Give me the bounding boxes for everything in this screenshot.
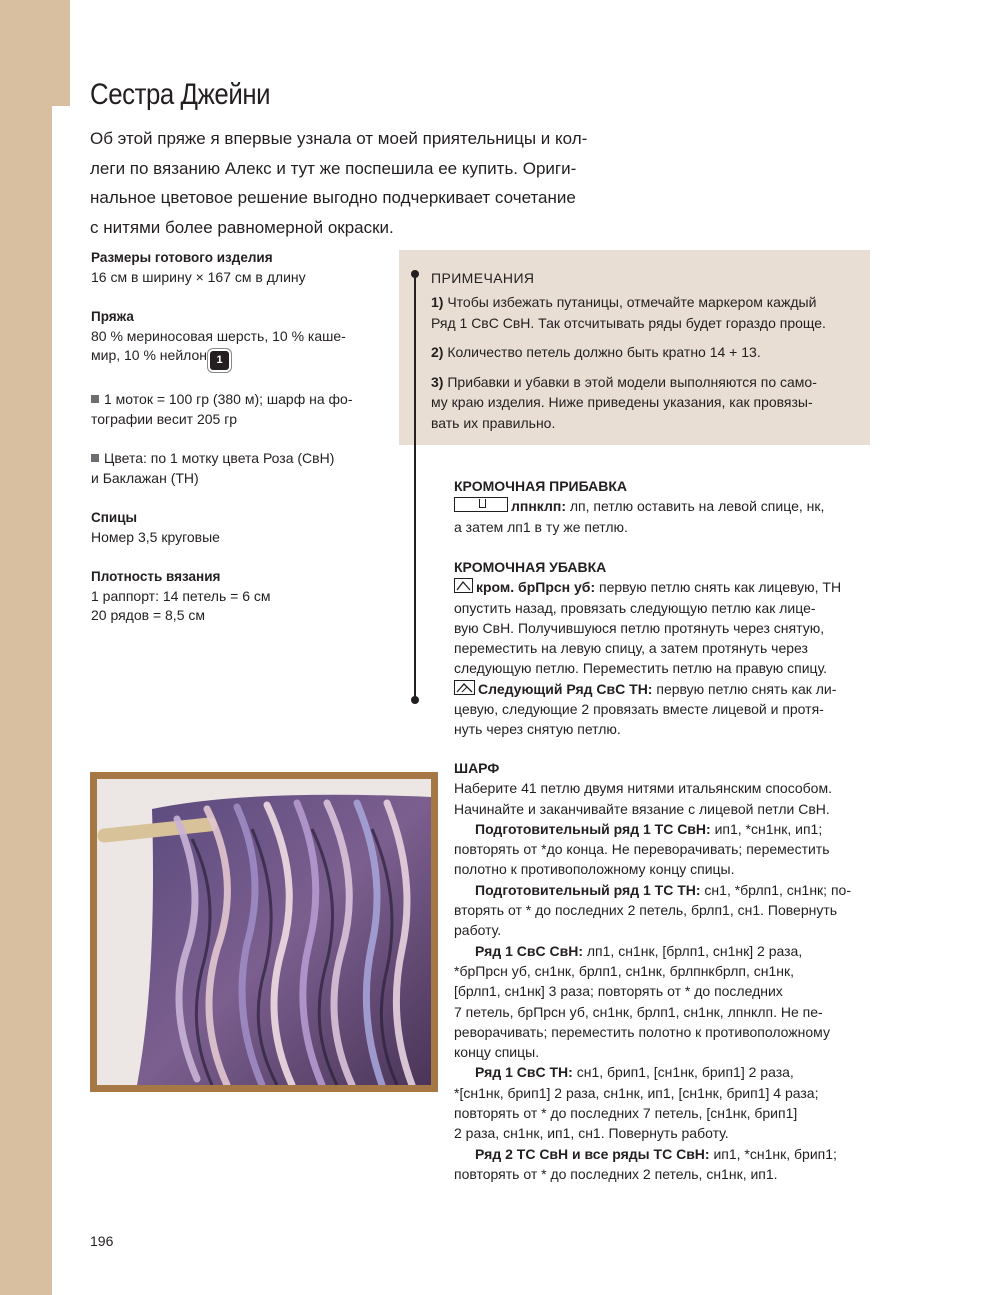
instruction-line: ип1, *сн1нк, ип1;	[714, 820, 823, 837]
instruction-line: *брПрсн уб, сн1нк, брлп1, сн1нк, брлпнкбрлп, сн1нк,	[454, 962, 794, 979]
spec-gauge	[91, 567, 381, 626]
stitch-term: лпнклп:	[511, 498, 566, 515]
instruction-line: цевую, следующие 2 провязать вместе лицевой и протя-	[454, 701, 824, 718]
increase-symbol-icon	[454, 497, 508, 512]
instruction-line: Наберите 41 петлю двумя нитями итальянским способом.	[454, 780, 832, 797]
decrease-next-row-symbol-icon	[454, 680, 475, 695]
note-line: Прибавки и убавки в этой модели выполняются по само-	[447, 373, 817, 390]
instruction-line: лп1, сн1нк, [брлп1, сн1нк] 2 раза,	[586, 942, 803, 959]
instruction-line: [брлп1, сн1нк] 3 раза; повторять от * до последних	[454, 983, 783, 1000]
spec-colors-line-row	[91, 449, 381, 469]
section-heading: ШАРФ	[454, 760, 500, 776]
spec-gauge-line: 20 рядов = 8,5 см	[91, 607, 205, 623]
instruction-line: *[сн1нк, брип1] 2 раза, сн1нк, ип1, [сн1нк, брип1] 4 раза;	[454, 1084, 819, 1101]
note-number: 1)	[431, 294, 444, 310]
page-title: Сестра Джейни	[90, 78, 271, 111]
instruction-line: концу спицы.	[454, 1044, 540, 1061]
instruction-line: первую петлю снять как лицевую, ТН	[599, 579, 842, 596]
section-heading: КРОМОЧНАЯ ПРИБАВКА	[454, 478, 628, 494]
instruction-line: повторять от * до последних 2 петель, сн1нк, ип1.	[454, 1165, 778, 1182]
page-number: 196	[90, 1233, 114, 1249]
instruction-line: сн1, брип1, [сн1нк, брип1] 2 раза,	[576, 1064, 794, 1081]
spec-yarn-line: 80 % мериносовая шерсть, 10 % каше-	[91, 327, 346, 344]
spec-size-label: Размеры готового изделия	[91, 250, 273, 265]
note-line: му краю изделия. Ниже приведены указания, как провязы-	[431, 394, 813, 410]
edge-decrease-section	[454, 557, 864, 740]
spec-amount-line: 1 моток = 100 гр (380 м); шарф на фо-	[104, 391, 353, 407]
spec-colors-line: и Баклажан (ТН)	[91, 469, 199, 486]
instruction-line-row	[454, 819, 864, 839]
instruction-line: повторять от * до последних 7 петель, [сн1нк, брип1]	[454, 1105, 798, 1122]
row-term: Ряд 2 ТС СвН и все ряды ТС СвН:	[475, 1145, 710, 1162]
decrease-symbol-icon	[454, 578, 473, 593]
scarf-section	[454, 758, 864, 1184]
instruction-line-row	[454, 1144, 864, 1164]
intro-paragraph	[90, 124, 650, 242]
brioche-knit-illustration	[97, 779, 431, 1085]
note-line-row	[431, 292, 861, 313]
spec-amount-line-row	[91, 390, 381, 410]
spec-needles-label: Спицы	[91, 510, 138, 525]
spec-size-value: 16 см в ширину × 167 см в длину	[91, 268, 306, 285]
page-margin-strip	[0, 0, 52, 1295]
note-line: Ряд 1 СвС СвН. Так отсчитывать ряды будет гораздо проще.	[431, 314, 826, 331]
spec-needles	[91, 508, 381, 547]
spec-colors-line: Цвета: по 1 мотку цвета Роза (СвН)	[104, 450, 335, 466]
row-term: Ряд 1 СвС СвН:	[475, 942, 583, 959]
spec-yarn	[91, 307, 381, 370]
bullet-icon	[91, 395, 99, 403]
instruction-line: ип1, *сн1нк, брип1;	[713, 1145, 837, 1162]
instruction-line: 2 раза, сн1нк, ип1, сн1. Повернуть работу.	[454, 1125, 729, 1142]
instruction-line: вторять от * до последних 2 петель, брлп1, сн1. Повернуть	[454, 902, 838, 919]
note-line-row	[431, 342, 861, 363]
section-heading: КРОМОЧНАЯ УБАВКА	[454, 559, 607, 575]
title-tab-accent	[0, 0, 70, 106]
spec-gauge-label: Плотность вязания	[91, 569, 221, 584]
scarf-photo	[97, 779, 431, 1085]
spec-yarn-label: Пряжа	[91, 309, 134, 324]
intro-line: с нитями более равномерной окраски.	[90, 217, 394, 237]
instruction-line: сн1, *брлп1, сн1нк; по-	[704, 881, 851, 898]
note-line: Количество петель должно быть кратно 14 + 13.	[447, 344, 761, 360]
note-item	[431, 292, 861, 333]
intro-line: Об этой пряже я впервые узнала от моей приятельницы и кол-	[90, 129, 588, 148]
edge-increase-section	[454, 476, 864, 537]
bullet-icon	[91, 454, 99, 462]
spec-yarn-amount	[91, 390, 381, 429]
specs-column	[91, 248, 381, 646]
connector-dot-icon	[411, 270, 419, 278]
instruction-line: работу.	[454, 922, 502, 939]
notes-body	[431, 292, 861, 442]
note-item	[431, 342, 861, 363]
instruction-line: вую СвН. Получившуюся петлю протянуть через снятую,	[454, 619, 825, 636]
note-line: вать их правильно.	[431, 414, 556, 431]
instruction-line: реворачивать; переместить полотно к противоположному	[454, 1023, 830, 1040]
spec-yarn-line-row	[91, 346, 381, 370]
instruction-line: следующую петлю. Переместить петлю на правую спицу.	[454, 660, 828, 677]
instruction-line-row	[454, 577, 864, 597]
instruction-line: Начинайте и заканчивайте вязание с лицевой петли СвН.	[454, 800, 830, 817]
stitch-term: Следующий Ряд СвС ТН:	[478, 680, 653, 697]
spec-yarn-line: мир, 10 % нейлон	[91, 347, 207, 363]
notes-connector-line	[414, 272, 416, 700]
row-term: Подготовительный ряд 1 ТС СвН:	[475, 820, 711, 837]
stitch-term: кром. брПрсн уб:	[476, 579, 596, 596]
instruction-line: опустить назад, провязать следующую петлю как лице-	[454, 599, 816, 616]
intro-line: нальное цветовое решение выгодно подчеркивает сочетание	[90, 188, 576, 207]
instruction-line-row	[454, 679, 864, 699]
spec-needles-value: Номер 3,5 круговые	[91, 528, 220, 545]
instruction-line-row	[454, 941, 864, 961]
intro-line: леги по вязанию Алекс и тут же поспешила ее купить. Ориги-	[90, 158, 577, 178]
note-line-row	[431, 372, 861, 393]
note-number: 2)	[431, 344, 444, 360]
instruction-line: лп, петлю оставить на левой спице, нк,	[569, 498, 825, 515]
instruction-line: полотно к противоположному концу спицы.	[454, 861, 735, 878]
instruction-line: а затем лп1 в ту же петлю.	[454, 518, 628, 535]
spec-size	[91, 248, 381, 287]
row-term: Подготовительный ряд 1 ТС ТН:	[475, 881, 701, 898]
connector-dot-icon	[411, 696, 419, 704]
instruction-line-row	[454, 880, 864, 900]
instruction-line-row	[454, 1062, 864, 1082]
instruction-line: переместить на левую спицу, а затем протянуть через	[454, 640, 808, 657]
instruction-line: 7 петель, брПрсн уб, сн1нк, брлп1, сн1нк, лпнклп. Не пе-	[454, 1003, 823, 1020]
notes-title: ПРИМЕЧАНИЯ	[431, 270, 535, 286]
instruction-line: нуть через снятую петлю.	[454, 721, 621, 738]
instruction-line: повторять от *до конца. Не переворачивать; переместить	[454, 841, 830, 858]
instruction-line-row	[454, 496, 864, 516]
spec-amount-line: тографии весит 205 гр	[91, 410, 238, 427]
note-line: Чтобы избежать путаницы, отмечайте маркером каждый	[447, 294, 817, 310]
row-term: Ряд 1 СвС ТН:	[475, 1064, 573, 1081]
spec-yarn-colors	[91, 449, 381, 488]
instruction-line: первую петлю снять как ли-	[656, 680, 837, 697]
spec-gauge-line: 1 раппорт: 14 петель = 6 см	[91, 587, 271, 604]
note-item	[431, 372, 861, 434]
note-number: 3)	[431, 373, 444, 390]
yarn-weight-icon: 1	[210, 351, 229, 370]
